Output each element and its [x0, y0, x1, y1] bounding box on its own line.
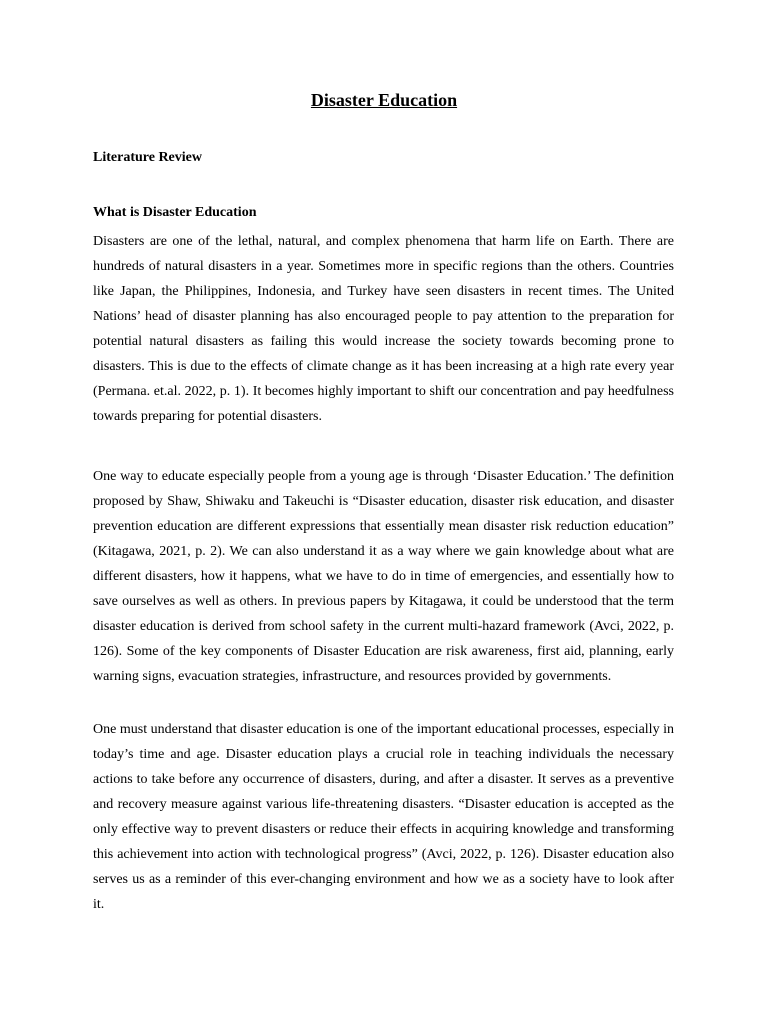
document-title: Disaster Education [310, 90, 458, 110]
body-paragraph-1: Disasters are one of the lethal, natural, and complex phenomena that harm life on Earth. There are hundreds of natural disasters in a year. Sometimes more in specific regions than the others. Countries like Japan, the Philippines, Indonesia, and Turkey have seen disasters in recent times. The United Nations’ head of disaster planning has also encouraged people to pay attention to the preparation for potential natural disasters as failing this would increase the society towards becoming prone to disasters. This is due to the effects of climate change as it has been increasing at a high rate every year (Permana. et.al. 2022, p. 1). It becomes highly important to shift our concentration and pay heedfulness towards preparing for potential disasters. [93, 234, 674, 424]
section-heading-what-is-disaster-education: What is Disaster Education [93, 205, 257, 220]
body-paragraph-3: One must understand that disaster education is one of the important educational processes, especially in today’s time and age. Disaster education plays a crucial role in teaching individuals the necessary actions to take before any occurrence of disasters, during, and after a disaster. It serves as a preventive and recovery measure against various life-threatening disasters. “Disaster education is accepted as the only effective way to prevent disasters or reduce their effects in acquiring knowledge and transforming this achievement into action with technological progress” (Avci, 2022, p. 126). Disaster education also serves us as a reminder of this ever-changing environment and how we as a society have to look after it. [93, 722, 674, 912]
section-heading-literature-review: Literature Review [93, 150, 202, 165]
body-paragraph-2: One way to educate especially people from a young age is through ‘Disaster Education.’ The definition proposed by Shaw, Shiwaku and Takeuchi is “Disaster education, disaster risk education, and disaster prevention education are different expressions that essentially mean disaster risk reduction education” (Kitagawa, 2021, p. 2). We can also understand it as a way where we gain knowledge about what are different disasters, how it happens, what we have to do in time of emergencies, and essentially how to save ourselves as well as others. In previous papers by Kitagawa, it could be understood that the term disaster education is derived from school safety in the current multi-hazard framework (Avci, 2022, p. 126). Some of the key components of Disaster Education are risk awareness, first aid, planning, early warning signs, evacuation strategies, infrastructure, and resources provided by governments. [93, 469, 674, 684]
